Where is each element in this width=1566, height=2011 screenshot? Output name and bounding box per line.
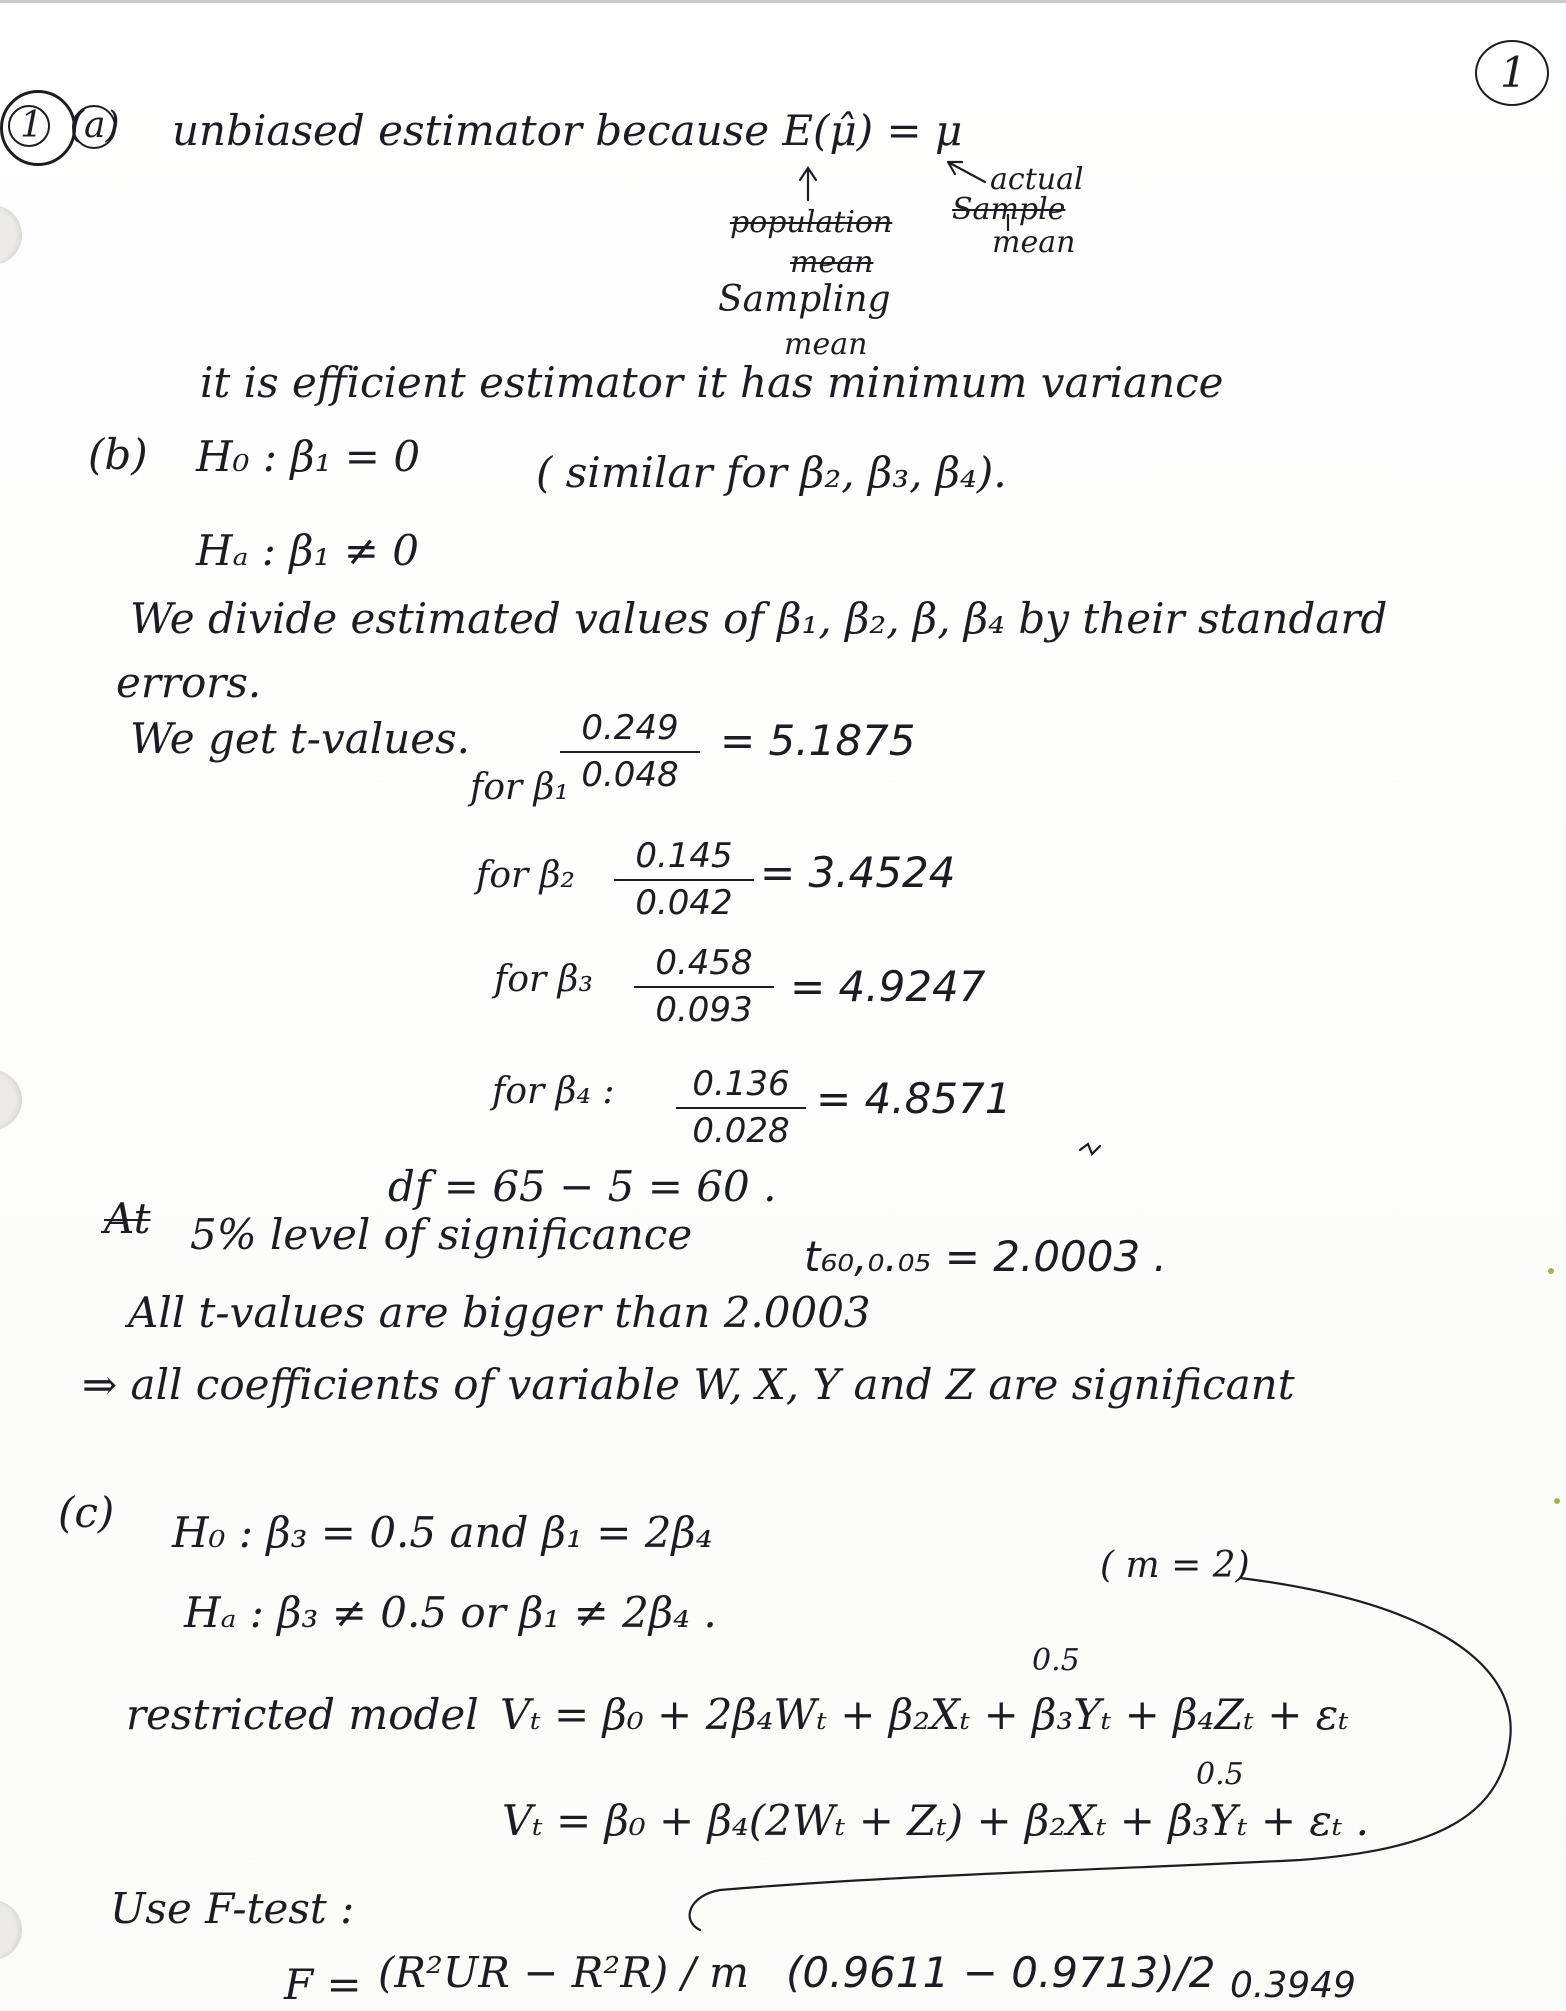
part-b-get: We get t-values. (130, 714, 470, 763)
annotation-struck-population: population (730, 205, 893, 240)
arrow-actual (948, 162, 985, 182)
fraction-numerator: 0.458 (655, 943, 753, 983)
f-value: (0.9611 − 0.9713)/2 (786, 1948, 1216, 1997)
t-row-label: for β₁ (470, 767, 569, 808)
part-b-similar: ( similar for β₂, β₃, β₄). (536, 448, 1007, 497)
part-a-line1: unbiased estimator because E(μ̂) = μ (172, 106, 963, 155)
f-lhs: F = (284, 1960, 362, 2009)
fraction-denominator: 0.093 (655, 990, 753, 1031)
all-bigger-line: All t-values are bigger than 2.0003 (128, 1288, 871, 1337)
fraction-denominator: 0.042 (635, 883, 733, 924)
level-struck-prefix: At (104, 1194, 151, 1243)
t-row-result: = 3.4524 (760, 848, 956, 897)
question-number: 1 (20, 105, 43, 146)
part-c-m: ( m = 2) (1100, 1545, 1250, 1586)
annotation-mean-bottom: mean (784, 327, 868, 362)
annotation-struck-sample: Sample (952, 192, 1066, 227)
t-row-label: for β₄ : (492, 1071, 615, 1112)
t-row-label: for β₂ (476, 855, 575, 896)
level-line: 5% level of significance (190, 1210, 693, 1259)
t-row-result: = 4.9247 (790, 962, 986, 1011)
page-number: 1 (1500, 48, 1527, 97)
df-line: df = 65 − 5 = 60 . (388, 1162, 777, 1211)
fraction-numerator: 0.249 (581, 708, 679, 748)
part-b-ha: Hₐ : β₁ ≠ 0 (196, 526, 419, 575)
annotation-struck-mean: mean (790, 245, 874, 280)
part-c-h0: H₀ : β₃ = 0.5 and β₁ = 2β₄ (172, 1508, 713, 1557)
part-b-label: (b) (88, 430, 148, 479)
annotation-sampling: Sampling (718, 279, 891, 320)
part-a-label: (a) (70, 105, 120, 146)
annotation-actual: actual (990, 162, 1084, 197)
fraction-numerator: 0.136 (692, 1064, 790, 1104)
annotation-mean-right: mean (992, 225, 1076, 260)
fraction-denominator: 0.028 (692, 1111, 790, 1152)
part-c-label: (c) (58, 1488, 115, 1537)
conclusion-line: ⇒ all coefficients of variable W, X, Y and Z are significant (82, 1360, 1295, 1409)
restricted-eq1: Vₜ = β₀ + 2β₄Wₜ + β₂Xₜ + β₃Yₜ + β₄Zₜ + εₜ (500, 1690, 1349, 1739)
part-b-divide: We divide estimated values of β₁, β₂, β, β₄ by their standard (130, 594, 1388, 643)
restricted-label: restricted model (126, 1690, 479, 1739)
over-05-a: 0.5 (1032, 1643, 1080, 1678)
t-row-result: = 5.1875 (720, 716, 916, 765)
arrow-up (800, 168, 816, 200)
part-a-line2: it is efficient estimator it has minimum variance (200, 358, 1224, 407)
over-05-b: 0.5 (1196, 1757, 1244, 1792)
t-row-result: = 4.8571 (816, 1074, 1012, 1123)
part-b-h0: H₀ : β₁ = 0 (196, 432, 421, 481)
use-f-test: Use F-test : (110, 1884, 355, 1933)
restricted-eq2: Vₜ = β₀ + β₄(2Wₜ + Zₜ) + β₂Xₜ + β₃Yₜ + εₜ . (502, 1796, 1370, 1845)
ink-speck (1554, 1498, 1560, 1504)
part-c-ha: Hₐ : β₃ ≠ 0.5 or β₁ ≠ 2β₄ . (184, 1588, 717, 1637)
curve-bracket (690, 1578, 1511, 1930)
scribble (1080, 1144, 1100, 1154)
f-result: 0.3949 (1230, 1965, 1356, 2006)
part-b-errors: errors. (116, 658, 262, 707)
t-row-label: for β₃ (494, 959, 593, 1000)
f-numerator: (R²UR − R²R) / m (378, 1948, 749, 1997)
t-critical: t₆₀,₀.₀₅ = 2.0003 . (804, 1232, 1167, 1281)
fraction-denominator: 0.048 (581, 755, 679, 796)
ink-speck (1548, 1268, 1554, 1274)
fraction-numerator: 0.145 (635, 836, 733, 876)
